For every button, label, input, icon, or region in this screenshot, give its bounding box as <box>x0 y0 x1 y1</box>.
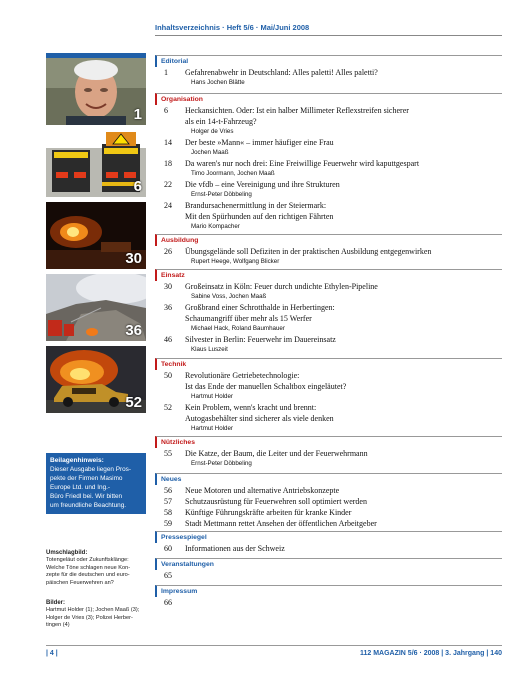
toc-title: Der beste »Mann« – immer häufiger eine Frau <box>185 138 334 147</box>
page-header-title: Inhaltsverzeichnis · Heft 5/6 · Mai/Juni 2008 <box>155 23 310 32</box>
toc-page-number: 46 <box>164 335 172 344</box>
toc-page-number: 30 <box>164 282 172 291</box>
section-pressespiegel <box>155 531 502 554</box>
toc-page-number: 18 <box>164 159 172 168</box>
toc-author: Ernst-Peter Döbbeling <box>191 191 252 198</box>
toc-author: Holger de Vries <box>191 128 234 135</box>
section-veranstaltungen <box>155 558 502 580</box>
section-neues <box>155 473 502 529</box>
toc-entry[interactable] <box>155 496 502 507</box>
section-heading: Veranstaltungen <box>155 558 502 570</box>
photo-page-number: 52 <box>125 394 142 411</box>
toc-title-continued: als ein 14-t-Fahrzeug? <box>185 117 257 126</box>
toc-title: Schutzausrüstung für Feuerwehren soll optimiert werden <box>185 497 367 506</box>
toc-title: Übungsgelände soll Defiziten in der praktischen Ausbildung entgegenwirken <box>185 247 432 256</box>
section-nuetzliches <box>155 436 502 469</box>
header-rule <box>155 35 502 36</box>
supplement-notice-line: Dieser Ausgabe liegen Pros- <box>50 466 131 473</box>
cover-note-line: zepte für die deutschen und euro- <box>46 572 130 579</box>
photo-page-number: 6 <box>133 178 142 195</box>
burning-car-photo <box>46 346 146 413</box>
cover-note-heading: Umschlagbild: <box>46 550 88 556</box>
photo-page-number: 30 <box>125 250 142 267</box>
toc-entry[interactable] <box>155 485 502 496</box>
section-heading: Pressespiegel <box>155 531 502 543</box>
toc-author: Timo Joormann, Jochen Maaß <box>191 170 275 177</box>
toc-page-number: 36 <box>164 303 172 312</box>
supplement-notice <box>46 453 146 514</box>
toc-title: Silvester in Berlin: Feuerwehr im Dauereinsatz <box>185 335 336 344</box>
toc-title-continued: Autogasbehälter sind sicherer als viele denken <box>185 414 334 423</box>
toc-author: Hartmut Holder <box>191 425 233 432</box>
image-credits-note <box>46 600 146 630</box>
portrait-photo <box>46 58 146 125</box>
image-credits-line: Hartmut Holder (1); Jochen Maaß (3); <box>46 607 140 614</box>
toc-entry[interactable] <box>155 334 502 355</box>
section-einsatz <box>155 269 502 355</box>
toc-page-number: 22 <box>164 180 172 189</box>
toc-page-number: 50 <box>164 371 172 380</box>
section-ausbildung <box>155 234 502 267</box>
cover-note-line: päischen Feuerwehren an? <box>46 579 114 586</box>
cover-image-note <box>46 550 146 587</box>
toc-entry[interactable] <box>155 67 502 88</box>
toc-page-number: 57 <box>164 497 172 506</box>
cover-note-line: Welche Töne schlagen neue Kon- <box>46 564 131 571</box>
image-credits-line: tingen (4) <box>46 622 70 629</box>
toc-title: Die vfdb – eine Vereinigung und ihre Strukturen <box>185 180 340 189</box>
toc-entry[interactable] <box>155 137 502 158</box>
toc-entry[interactable] <box>155 518 502 529</box>
magazine-info: 112 MAGAZIN 5/6 · 2008 | 3. Jahrgang | 140 <box>359 650 502 657</box>
toc-title: Heckansichten. Oder: Ist ein halber Millimeter Reflexstreifen sicherer <box>185 106 409 115</box>
toc-page-number: 1 <box>164 68 168 77</box>
toc-page-number: 26 <box>164 247 172 256</box>
section-heading: Neues <box>155 473 502 485</box>
section-heading: Einsatz <box>155 269 502 281</box>
toc-title: Großeinsatz in Köln: Feuer durch undichte Ethylen-Pipeline <box>185 282 378 291</box>
toc-entry[interactable] <box>155 179 502 200</box>
toc-title: Kein Problem, wenn's kracht und brennt: <box>185 403 317 412</box>
section-impressum <box>155 585 502 607</box>
toc-author: Hans Jochen Blätte <box>191 79 245 86</box>
toc-page-number: 52 <box>164 403 172 412</box>
toc-page-number: 66 <box>164 598 172 607</box>
section-heading: Technik <box>155 358 502 370</box>
page-number: | 4 | <box>46 650 58 657</box>
toc-author: Mario Kompacher <box>191 223 240 230</box>
toc-entry[interactable] <box>155 448 502 469</box>
toc-page-number: 58 <box>164 508 172 517</box>
section-technik <box>155 358 502 434</box>
supplement-notice-line: pekte der Firmen Masimo <box>50 475 123 482</box>
section-heading: Ausbildung <box>155 234 502 246</box>
supplement-notice-heading: Beilagenhinweis: <box>50 457 104 464</box>
toc-author: Hartmut Holder <box>191 393 233 400</box>
image-credits-heading: Bilder: <box>46 600 66 606</box>
toc-title: Gefahrenabwehr in Deutschland: Alles paletti! Alles paletti? <box>185 68 378 77</box>
footer-rule <box>46 645 502 646</box>
toc-title: Revolutionäre Getriebetechnologie: <box>185 371 300 380</box>
section-heading: Impressum <box>155 585 502 597</box>
toc-entry[interactable] <box>155 302 502 334</box>
toc-author: Ernst-Peter Döbbeling <box>191 460 252 467</box>
toc-title-continued: Schaumangriff über mehr als 15 Werfer <box>185 314 312 323</box>
toc-page-number: 56 <box>164 486 172 495</box>
supplement-notice-line: Büro Friedl bei. Wir bitten <box>50 493 123 500</box>
toc-page-number: 65 <box>164 571 172 580</box>
toc-title: Stadt Mettmann rettet Ansehen der öffentlichen Arbeitgeber <box>185 519 377 528</box>
toc-page-number: 59 <box>164 519 172 528</box>
toc-title: Informationen aus der Schweiz <box>185 544 285 553</box>
supplement-notice-line: Europe Ltd. und Ing.- <box>50 484 111 491</box>
photo-page-number: 36 <box>125 322 142 339</box>
toc-entry[interactable] <box>155 158 502 179</box>
toc-title: Die Katze, der Baum, die Leiter und der Feuerwehrmann <box>185 449 368 458</box>
section-heading: Nützliches <box>155 436 502 448</box>
toc-title: Großbrand einer Schrotthalde in Herbertingen: <box>185 303 335 312</box>
toc-title-continued: Ist das Ende der manuellen Schaltbox eingeläutet? <box>185 382 347 391</box>
toc-title: Neue Motoren und alternative Antriebskonzepte <box>185 486 340 495</box>
photo-page-number: 1 <box>133 106 142 123</box>
cover-note-line: Totengeläut oder Zukunftsklänge: <box>46 557 129 564</box>
fire-night-photo <box>46 202 146 269</box>
image-credits-line: Holger de Vries (3); Polizei Herber- <box>46 614 133 621</box>
toc-title: Da waren's nur noch drei: Eine Freiwillige Feuerwehr wird kaputtgespart <box>185 159 420 168</box>
toc-entry[interactable] <box>155 105 502 137</box>
toc-entry[interactable] <box>155 507 502 518</box>
toc-title: Brandursachenermittlung in der Steiermark: <box>185 201 327 210</box>
section-heading: Editorial <box>155 55 502 67</box>
toc-author: Jochen Maaß <box>191 149 229 156</box>
toc-page-number: 14 <box>164 138 172 147</box>
toc-entry[interactable] <box>155 200 502 232</box>
toc-author: Rupert Heege, Wolfgang Blicker <box>191 258 280 265</box>
toc-author: Michael Hack, Roland Baumhauer <box>191 325 285 332</box>
toc-title: Künftige Führungskräfte arbeiten für kranke Kinder <box>185 508 352 517</box>
toc-entry[interactable] <box>155 246 502 267</box>
supplement-notice-line: um freundliche Beachtung. <box>50 502 127 509</box>
toc-page-number: 55 <box>164 449 172 458</box>
toc-page-number: 6 <box>164 106 168 115</box>
toc-entry[interactable] <box>155 281 502 302</box>
toc-author: Sabine Voss, Jochen Maaß <box>191 293 267 300</box>
scrap-fire-photo <box>46 274 146 341</box>
toc-author: Klaus Luszeit <box>191 346 228 353</box>
toc-entry[interactable] <box>155 402 502 434</box>
toc-page-number: 60 <box>164 544 172 553</box>
section-editorial <box>155 55 502 88</box>
section-heading: Organisation <box>155 93 502 105</box>
toc-entry[interactable] <box>155 370 502 402</box>
toc-entry[interactable] <box>155 543 502 554</box>
fire-trucks-photo <box>46 130 146 197</box>
section-organisation <box>155 93 502 232</box>
toc-page-number: 24 <box>164 201 172 210</box>
toc-title-continued: Mit den Spürhunden auf den richtigen Fährten <box>185 212 334 221</box>
